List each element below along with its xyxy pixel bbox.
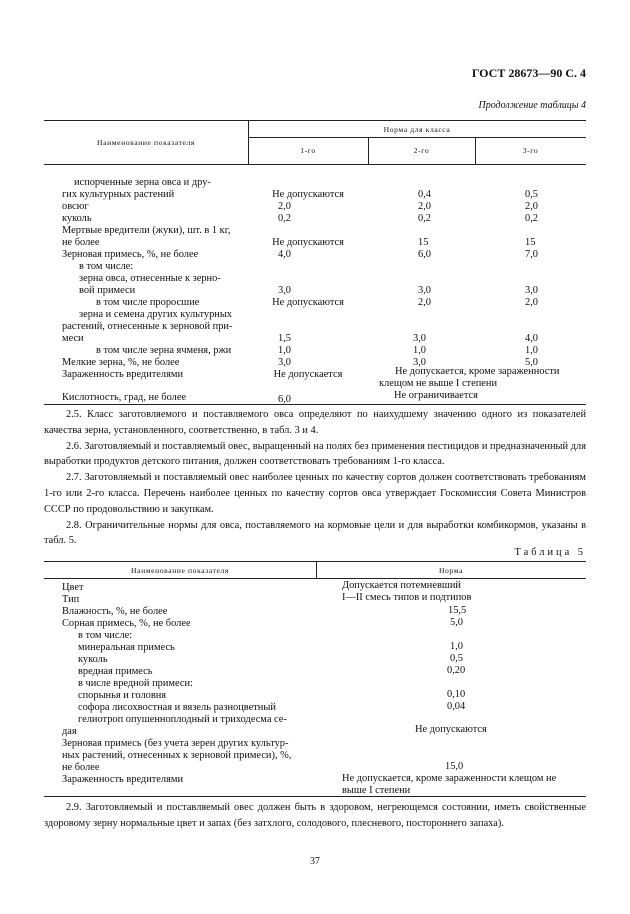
- table-row-name: софора лисохвостная и вязель разноцветный: [78, 702, 276, 713]
- column-header-class-2: 2-го: [413, 146, 430, 155]
- table-row-name: вредная примесь: [78, 666, 153, 677]
- table-row-name: гелиотроп опушенноплодный и триходесма се-: [78, 714, 287, 725]
- table-row-name: Зерновая примесь, %, не более: [62, 249, 199, 260]
- table-cell: 0,5: [525, 189, 538, 200]
- table-border-bottom: [44, 404, 586, 405]
- table-row-name: меси: [62, 333, 84, 344]
- table-cell: 3,0: [525, 285, 538, 296]
- table-cell: 1,0: [450, 641, 463, 652]
- table-row-name: Мелкие зерна, %, не более: [62, 357, 180, 368]
- table-row-name: овсюг: [62, 201, 89, 212]
- table-cell: Допускается потемневший: [342, 580, 461, 591]
- table-5-caption: Таблица 5: [514, 547, 586, 558]
- table-row-name: в том числе зерна ячменя, ржи: [96, 345, 232, 356]
- table-row-name: в том числе:: [78, 630, 133, 641]
- table-cell: 3,0: [418, 285, 431, 296]
- table-cell: 2,0: [525, 201, 538, 212]
- table-cell: 6,0: [418, 249, 431, 260]
- standard-header: ГОСТ 28673—90 С. 4: [471, 66, 586, 80]
- table-cell: 5,0: [450, 617, 463, 628]
- table-cell: 0,5: [450, 653, 463, 664]
- table-row-name: Тип: [62, 594, 80, 605]
- column-header-class-3: 3-го: [522, 146, 539, 155]
- body-text-2: [44, 800, 586, 832]
- table-row-name: Сорная примесь, %, не более: [62, 618, 191, 629]
- table-row-name: Кислотность, град, не более: [62, 392, 187, 403]
- table-row-name: гих культурных растений: [62, 189, 175, 200]
- table-row-name: минеральная примесь: [78, 642, 175, 653]
- column-header-class-1: 1-го: [300, 146, 316, 155]
- table-row-name: Влажность, %, не более: [62, 606, 168, 617]
- table-cell: 1,0: [525, 345, 538, 356]
- table-cell: 6,0: [278, 394, 291, 405]
- table-row-name: куколь: [62, 213, 92, 224]
- table-row-name: Мертвые вредители (жуки), шт. в 1 кг,: [62, 225, 231, 236]
- table-cell: 0,04: [447, 701, 466, 712]
- paragraph-2-9: 2.9. Заготовляемый и поставляемый овес должен быть в здоровом, негреющемся состоянии, иметь свойственные здоровому зерну нормальные цвет и запах (без затхлого, солодового, плесневого, постороннего запаха).: [44, 802, 586, 829]
- table-cell: Не допускаются: [272, 297, 344, 308]
- table-row-name: зерна овса, отнесенные к зерно-: [79, 273, 221, 284]
- table-row-name: спорынья и головня: [78, 690, 167, 701]
- column-header-name: Наименование показателя: [97, 138, 195, 147]
- table-row-name: Зараженность вредителями: [62, 774, 184, 785]
- table-row-name: не более: [62, 237, 100, 248]
- table-header-bottom: [44, 578, 586, 579]
- table-row-name: Зерновая примесь (без учета зерен других культур-: [62, 738, 289, 749]
- table-row-name: испорченные зерна овса и дру-: [74, 177, 211, 188]
- table-row-name: в числе вредной примеси:: [78, 678, 193, 689]
- table-cell: 2,0: [418, 201, 431, 212]
- table-cell: 15: [525, 237, 536, 248]
- table-cell: Не допускаются: [272, 189, 344, 200]
- table-cell: 2,0: [278, 201, 291, 212]
- table-cell: 1,0: [413, 345, 426, 356]
- table-cell: 15,0: [445, 761, 464, 772]
- column-header-norm: Норма для класса: [383, 125, 451, 134]
- table-border-top: [44, 120, 586, 121]
- table-cell: 4,0: [525, 333, 538, 344]
- table-cell: 5,0: [525, 357, 538, 368]
- table-border-bottom: [44, 796, 586, 797]
- paragraph-2-6: 2.6. Заготовляемый и поставляемый овес, выращенный на полях без применения пестицидов и предназначенный для выработки продуктов детского питания, должен соответствовать требованиям 1-го класса.: [44, 440, 586, 468]
- table-cell: Не допускается: [273, 369, 343, 380]
- paragraph-2-5: 2.5. Класс заготовляемого и поставляемого овса определяют по наихудшему значению одного из показателей качества зерна, установленного, соответственно, в табл. 3 и 4.: [44, 409, 586, 436]
- page-number: 37: [310, 856, 320, 867]
- table-merged-note: Не допускается, кроме зараженности: [395, 366, 560, 377]
- table-cell: 0,2: [418, 213, 431, 224]
- column-header-norm: Норма: [438, 566, 464, 575]
- table-cell: 0,4: [418, 189, 431, 200]
- table-cell: 3,0: [413, 333, 426, 344]
- table-cell: 0,20: [447, 665, 466, 676]
- table-cell: 3,0: [278, 357, 291, 368]
- table-cell: 3,0: [413, 357, 426, 368]
- table-merged-note: Не ограничивается: [394, 390, 478, 401]
- table-cell: 1,0: [278, 345, 291, 356]
- paragraph-2-7: 2.7. Заготовляемый и поставляемый овес наиболее ценных по качеству сортов должен соответствовать требованиям 1-го или 2-го класса. Перечень наиболее ценных по качеству сортов овса утверждает Госкомиссия Совета Министров СССР по продовольствию и закупкам.: [44, 472, 586, 515]
- table-cell: 0,10: [447, 689, 466, 700]
- table-row-name: в том числе:: [79, 261, 134, 272]
- table-row-name: вой примеси: [79, 285, 136, 296]
- table-cell: 0,2: [525, 213, 538, 224]
- table-cell: Не допускаются: [272, 237, 344, 248]
- table-row-name: в том числе проросшие: [96, 297, 200, 308]
- table-border-top: [44, 561, 586, 562]
- table-cell: 4,0: [278, 249, 291, 260]
- paragraph-2-8: 2.8. Ограничительные нормы для овса, поставляемого на кормовые цели и для выработки комбикормов, указаны в табл. 5.: [44, 519, 586, 547]
- body-text: [44, 407, 586, 549]
- table-row-name: Цвет: [62, 582, 84, 593]
- table-cell: Не допускается, кроме зараженности клещом не: [342, 773, 557, 784]
- table-cell: 1,5: [278, 333, 291, 344]
- table-row-name: зерна и семена других культурных: [79, 309, 233, 320]
- table-cell: выше I степени: [342, 785, 411, 796]
- column-header-name: Наименование показателя: [131, 566, 229, 575]
- table-cell: 2,0: [525, 297, 538, 308]
- table-row-name: куколь: [78, 654, 108, 665]
- table-continuation-label: Продолжение таблицы 4: [478, 100, 586, 111]
- table-row-name: растений, отнесенные к зерновой при-: [62, 321, 233, 332]
- table-row-name: не более: [62, 762, 100, 773]
- table-cell: 0,2: [278, 213, 291, 224]
- table-header-bottom: [44, 164, 586, 165]
- table-cell: I—II смесь типов и подтипов: [342, 592, 472, 603]
- table-cell: 7,0: [525, 249, 538, 260]
- table-cell: 15,5: [448, 605, 467, 616]
- table-cell: 15: [418, 237, 429, 248]
- table-row-name: Зараженность вредителями: [62, 369, 184, 380]
- table-row-name: ных растений, отнесенных к зерновой примеси), %,: [62, 750, 292, 761]
- table-cell: Не допускаются: [415, 724, 487, 735]
- table-row-name: дая: [62, 726, 77, 737]
- table-cell: 3,0: [278, 285, 291, 296]
- table-merged-note: клещом не выше I степени: [379, 378, 498, 389]
- table-cell: 2,0: [418, 297, 431, 308]
- table-header-divider: [248, 137, 586, 138]
